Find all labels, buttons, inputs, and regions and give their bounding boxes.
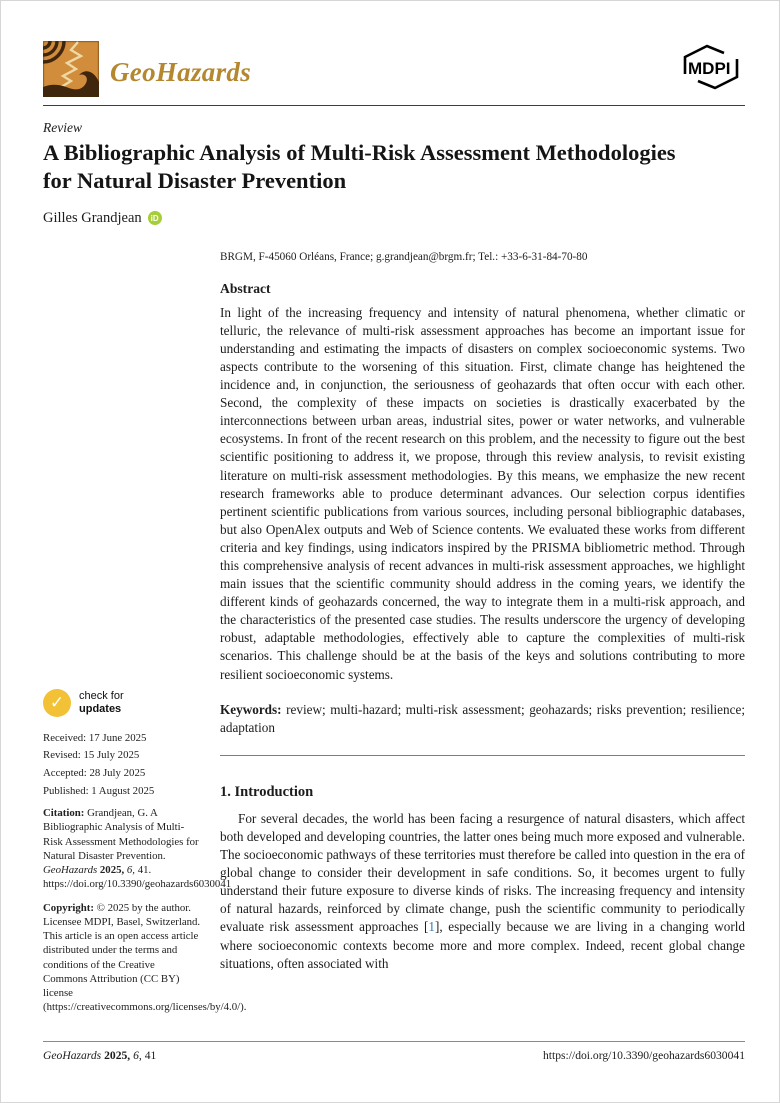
affiliation-post: ; Tel.: +33-6-31-84-70-80 (472, 250, 588, 263)
abstract-divider (220, 755, 745, 756)
page-title: A Bibliographic Analysis of Multi-Risk Assessment Methodologies for Natural Disaster Prevention (43, 140, 676, 194)
body-columns (43, 251, 745, 1015)
citation-journal: GeoHazards (43, 864, 98, 877)
footer-journal-name: GeoHazards (43, 1049, 102, 1062)
citation-pages: 41. (137, 864, 152, 877)
footer-divider (43, 1041, 745, 1042)
copyright-label: Copyright: (43, 901, 94, 914)
keywords-label: Keywords: (220, 701, 282, 717)
journal-name: GeoHazards (110, 56, 252, 87)
keywords-text: review; multi-hazard; multi-risk assessment; geohazards; risks prevention; resilience; adaptation (220, 701, 746, 735)
masthead (43, 41, 745, 97)
citation-year: 2025, (99, 864, 125, 877)
main-column (220, 251, 745, 1015)
mdpi-logo[interactable] (679, 43, 743, 96)
citation-text: Grandjean, G. A Bibliographic Analysis of Multi-Risk Assessment Methodologies for Natural Disaster Prevention. (43, 807, 199, 862)
author-name: Gilles Grandjean (43, 209, 142, 226)
journal-logo (43, 41, 251, 97)
reference-1-link[interactable]: 1 (428, 919, 435, 935)
citation-label: Citation: (43, 807, 85, 820)
section-1-paragraph (220, 810, 745, 973)
svg-text:MDPI: MDPI (688, 59, 731, 78)
orcid-icon[interactable]: iD (148, 211, 162, 225)
footer-year: 2025, (104, 1049, 131, 1062)
check-for-updates-badge[interactable] (43, 689, 124, 717)
license-url-link[interactable]: (https://creativecommons.org/licenses/by/4.0/). (43, 1001, 247, 1014)
section-1-heading: 1. Introduction (220, 783, 314, 800)
accepted-date: Accepted: 28 July 2025 (43, 767, 146, 780)
keywords-line (220, 701, 745, 737)
header-divider (43, 105, 745, 106)
abstract-heading: Abstract (220, 280, 271, 296)
footer-page-number: 41 (144, 1049, 157, 1062)
published-date: Published: 1 August 2025 (43, 785, 155, 798)
footer-volume: 6, (133, 1049, 142, 1062)
mdpi-logo-icon (679, 43, 743, 91)
abstract-text: In light of the increasing frequency and intensity of natural phenomena, whether climatic or telluric, the relevance of multi-risk assessment approaches has become an important issue for understanding and estimating the impacts of disasters on complex socioeconomic systems. Two aspects contribute to the worsening of this situation. First, climate change has heightened the incidence and, in conjunction, the seriousness of geohazards that often occur with each other. Second, the complexity of these impacts on societies is drastically exacerbated by the interconnections between urban areas, industrial sites, power or water networks, and vulnerable ecosystems. In front of the recent research on this problem, and the necessity to figure out the best scientific positioning to address it, we propose, through this review analysis, to revisit existing literature on multi-risk assessment methodologies. By this means, we emphasize the new recent research frameworks able to produce determinant advances. Our selection corpus identifies pertinent scientific publications from various sources, including personal bibliographic databases, but also OpenAlex outputs and Web of Science contents. We evaluated these works from different criteria and key findings, using indicators inspired by the PRISMA bibliometric method. Through this comprehensive analysis of recent advances in multi-risk assessment approaches, we highlight main issues that the scientific community should address in the coming years, we identify the different kinds of geohazards concerned, the way to integrate them in a multi-risk approach, and the characteristics of the presented case studies. The results underscore the urgency of developing robust, adaptable methodologies, effectively able to capture the complexities of multi-risk scenarios. This challenge should be at the basis of the keys and solutions contributing to more resilient socioeconomic systems. (220, 304, 745, 682)
footer-journal-ref (43, 1049, 156, 1062)
citation-volume: 6, (126, 864, 135, 877)
page-footer (43, 1041, 745, 1062)
check-for-updates-label: check for updates (79, 689, 124, 715)
intro-text-after-ref: ], especially because we are living in a changing world where socioeconomic contexts become more and more complex. Indeed, recent global change situations, often associated with (220, 919, 745, 971)
received-date: Received: 17 June 2025 (43, 731, 147, 744)
footer-doi-link[interactable]: https://doi.org/10.3390/geohazards6030041 (542, 1049, 745, 1062)
history-dates (43, 732, 201, 797)
geohazards-logo-icon (43, 41, 99, 97)
check-icon: ✓ (43, 689, 71, 717)
affiliation-pre: BRGM, F-45060 Orléans, France; (220, 250, 376, 263)
intro-text-before-ref: For several decades, the world has been facing a resurgence of natural disasters, which affect both developed and developing countries, the latter ones being much more exposed and vulnerable. The socioeconomic pathways of these territories must therefore be called into question in the era of global change to consider their development in safe conditions. So, it becomes urgent to fully understand their future exposure to diverse kinds of risks. The increasing frequency and intensity of natural hazards, reinforced by climate change, push the scientific community to periodically evaluate risk assessment approaches [ (220, 810, 745, 935)
author-email-link[interactable]: g.grandjean@brgm.fr (376, 250, 473, 263)
copyright-text: © 2025 by the author. Licensee MDPI, Basel, Switzerland. This article is an open access article distributed under the terms and conditions of the Creative Commons Attribution (CC BY) license (43, 901, 201, 1000)
affiliation (220, 251, 745, 263)
article-type-label: Review (43, 120, 82, 135)
citation-block (43, 806, 232, 892)
citation-doi-link[interactable]: https://doi.org/10.3390/geohazards6030041 (43, 878, 232, 891)
revised-date: Revised: 15 July 2025 (43, 749, 140, 762)
copyright-block (43, 901, 247, 1015)
author-row (43, 210, 745, 227)
